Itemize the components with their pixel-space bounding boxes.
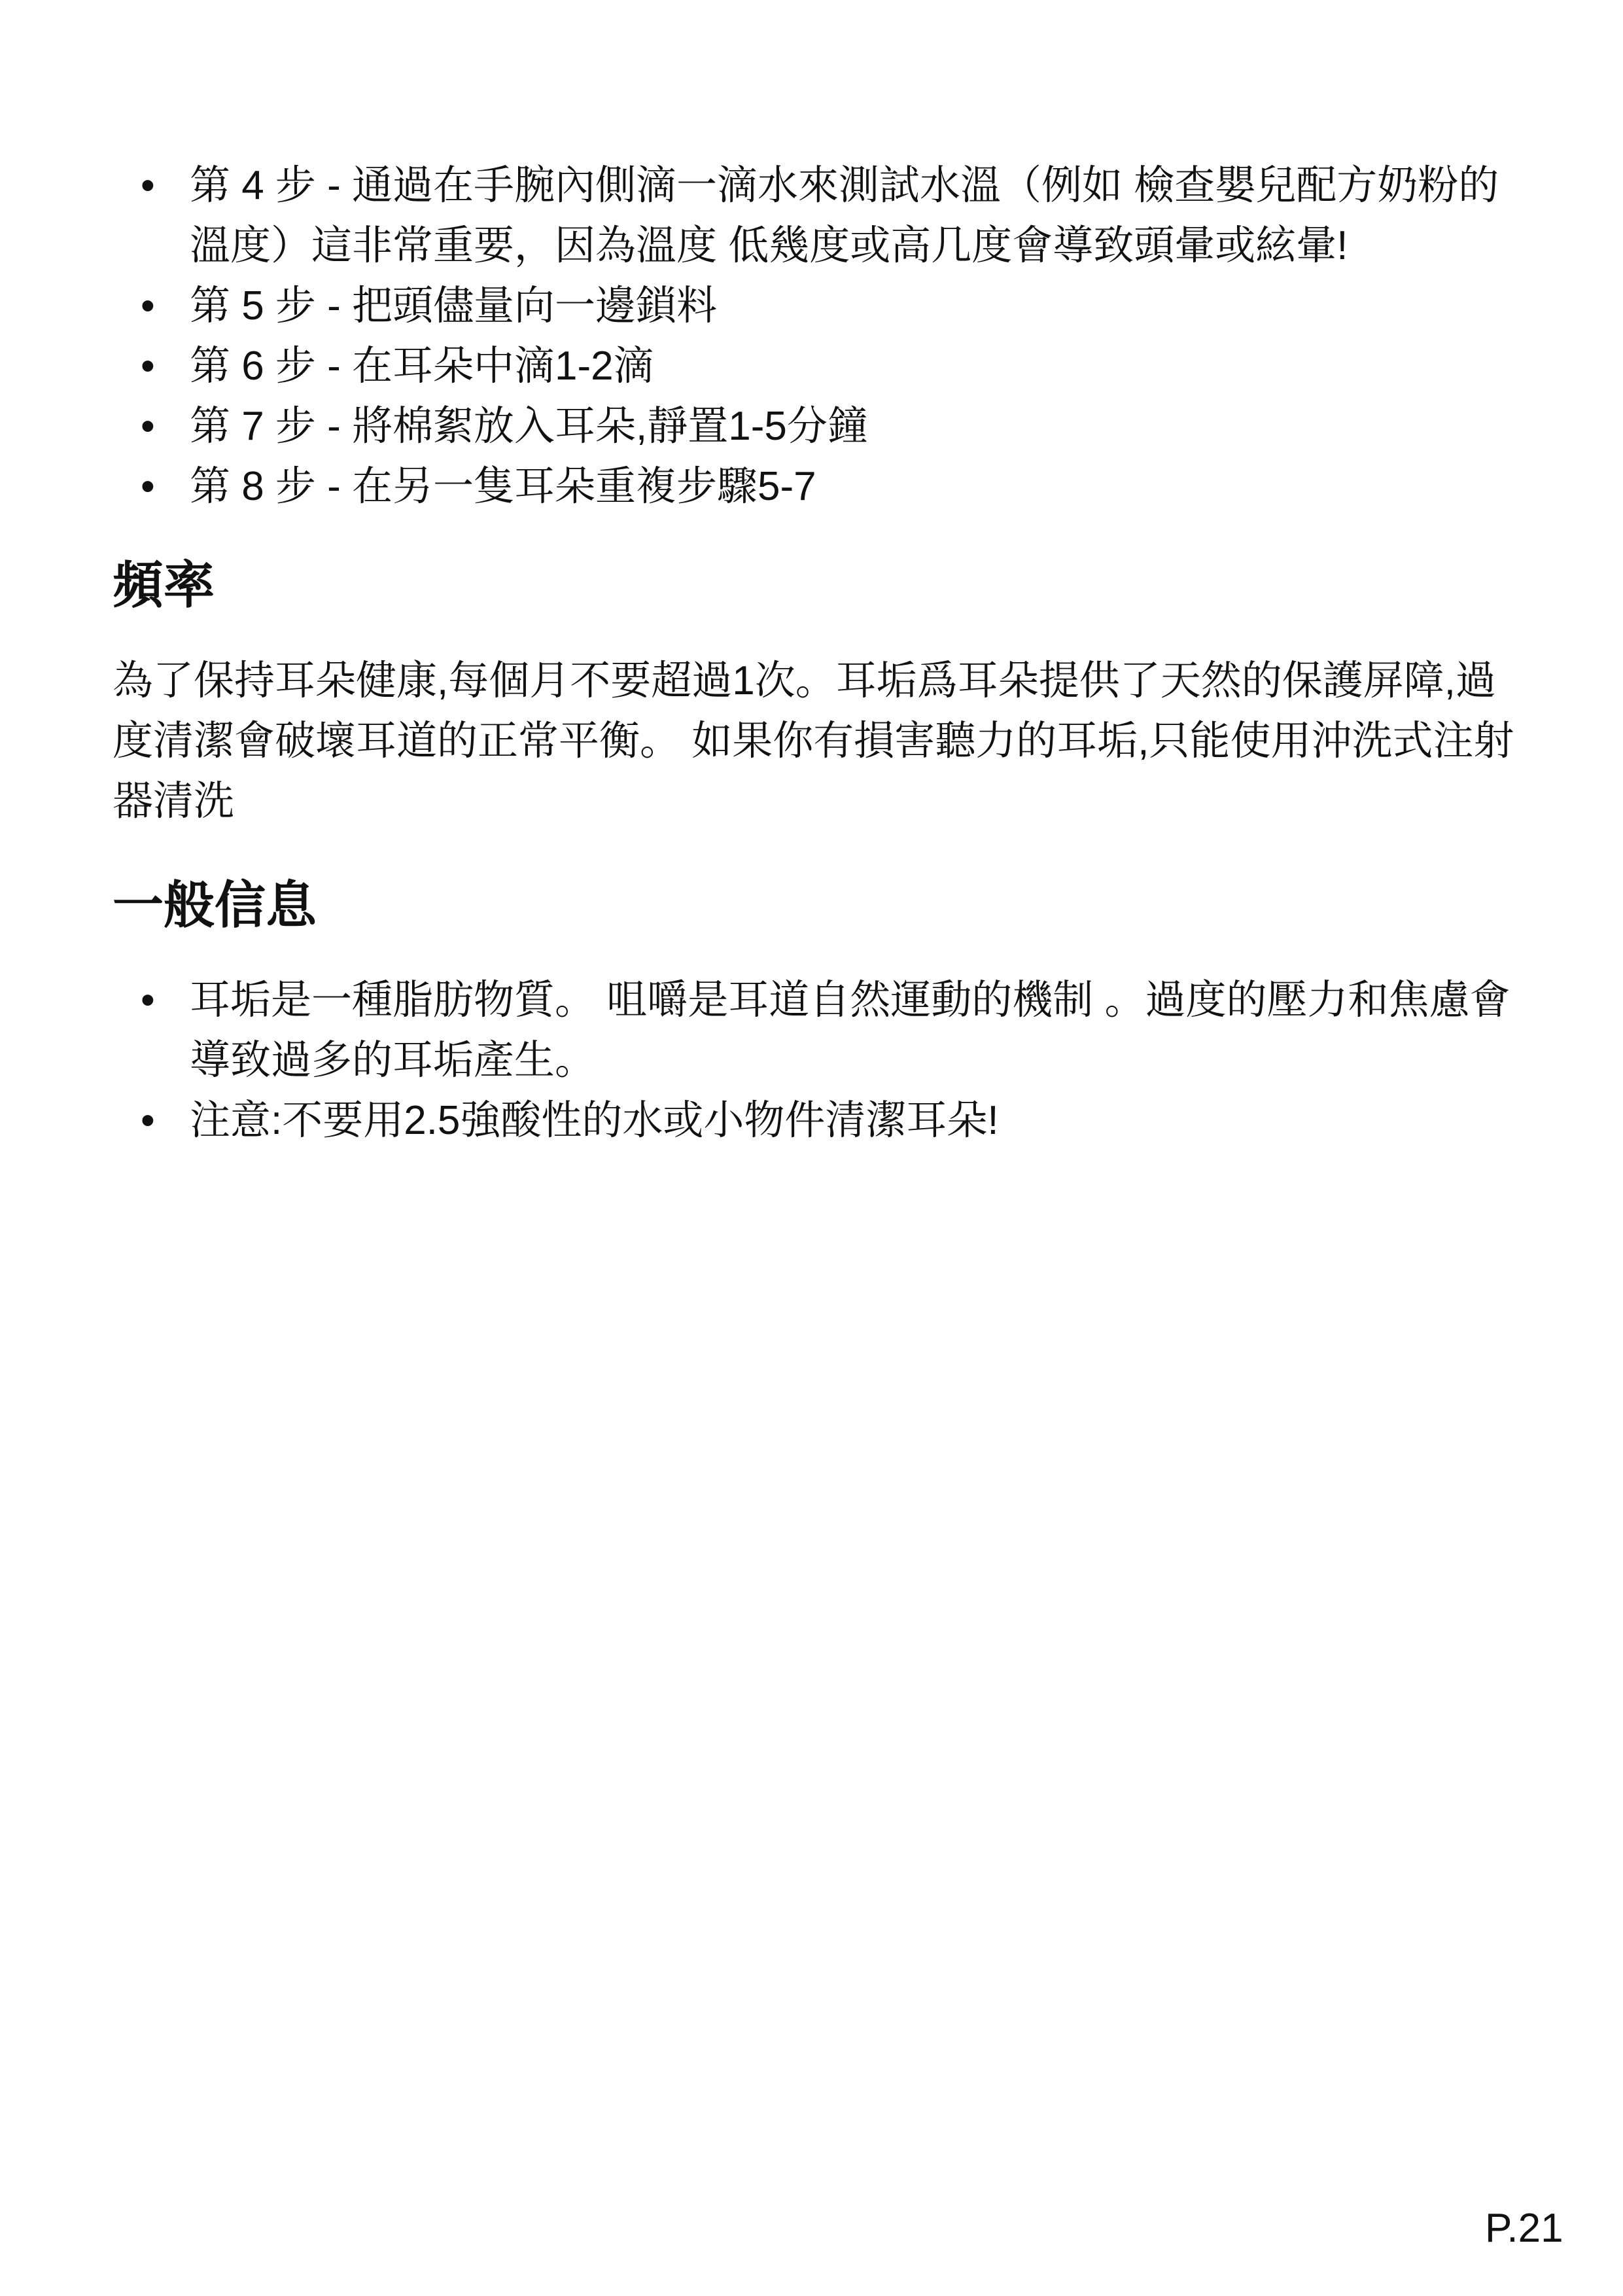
- list-item: [0, 336, 1623, 397]
- bullet-icon: •: [141, 344, 155, 389]
- step-8-text: 第 8 步 - 在另一隻耳朵重複步驟5-7: [190, 464, 816, 509]
- info-item-text: 注意:不要用2.5強酸性的水或小物件清潔耳朵!: [190, 1098, 999, 1143]
- bullet-icon: •: [141, 1098, 155, 1143]
- list-item: [0, 1091, 1623, 1151]
- bullet-icon: •: [141, 404, 155, 449]
- frequency-heading: 頻率: [113, 556, 215, 614]
- step-4-text: 第 4 步 - 通過在手腕內側滴一滴水來測試水溫（例如 檢查嬰兒配方奶粉的溫度）這非常重要，因為溫度 低幾度或高几度會導致頭暈或絃暈!: [190, 163, 1499, 268]
- step-7-text: 第 7 步 - 將棉絮放入耳朵,靜置1-5分鐘: [190, 404, 868, 449]
- bullet-icon: •: [141, 978, 155, 1023]
- bullet-icon: •: [141, 283, 155, 328]
- general-info-heading: 一般信息: [113, 876, 317, 934]
- bullet-icon: •: [141, 464, 155, 509]
- list-item: [0, 156, 1623, 276]
- list-item: [0, 970, 1623, 1091]
- step-5-text: 第 5 步 - 把頭儘量向一邊鎖料: [190, 283, 718, 328]
- list-item: [0, 397, 1623, 457]
- frequency-paragraph: 為了保持耳朵健康,每個月不要超過1次。耳垢爲耳朵提供了天然的保護屏障,過度清潔會破壞耳道的正常平衡。 如果你有損害聽力的耳垢,只能使用沖洗式注射器清洗: [113, 658, 1514, 824]
- info-item-text: 耳垢是一種脂肪物質。 咀嚼是耳道自然運動的機制 。過度的壓力和焦慮會導致過多的耳垢產生。: [190, 978, 1510, 1083]
- page-number: P.21: [1485, 2206, 1563, 2251]
- list-item: [0, 457, 1623, 517]
- steps-list: [0, 156, 1623, 517]
- bullet-icon: •: [141, 163, 155, 208]
- list-item: [0, 276, 1623, 336]
- step-6-text: 第 6 步 - 在耳朵中滴1-2滴: [190, 344, 654, 389]
- general-info-list: [0, 970, 1623, 1151]
